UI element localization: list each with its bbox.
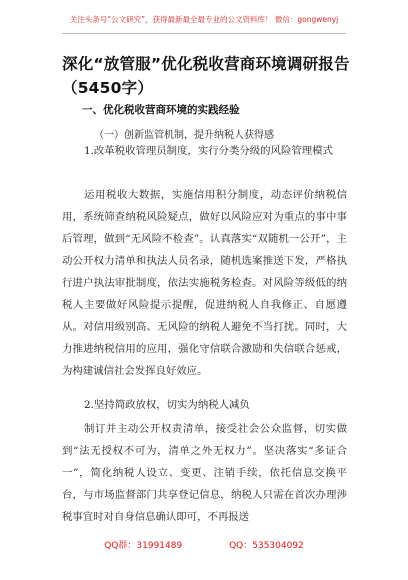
paragraph-2: 运用税收大数据，实施信用积分制度，动态评价纳税信用，系统筛查纳税风险疑点，做好以风险应对为重点的事中事后管理，做到“无风险不检查”。认真落实“双随机一公开”，主动公开权力清单和执法人员名录，随机选案推送下发，严格执行进户执法审批制度，依法实施税务检查。对风险等级低的纳税人主要做好风险提示提醒，促进纳税人自我修正、自愿遵从。对信用级别高、无风险的纳税人避免不当打扰。同时，大力推进纳税信用的应用，强化守信联合激励和失信联合惩戒，为构建诚信社会发挥良好效应。 [62,189,347,377]
footer-qq: QQ：535304092 [229,541,304,551]
page-header [0,0,408,46]
section-heading: 一、优化税收营商环境的实践经验 [82,104,240,116]
page-footer [0,538,408,554]
subsection-heading: （一）创新监管机制，提升纳税人获得感 [94,130,274,141]
numbered-heading-2: 2.坚持简政放权，切实为纳税人减负 [84,399,250,411]
paragraph-1: 1.改革税收管理员制度，实行分类分级的风险管理模式 [84,145,333,157]
header-divider [62,33,346,34]
header-banner: 关注头条号“公文研究”，获得最新最全最专业的公文资料库！ 微信：gongwenyj [69,15,339,24]
footer-qq-group: QQ群：31991489 [104,541,183,551]
document-title: 深化“放管服”优化税收营商环境调研报告（5450字） [62,55,350,97]
paragraph-3: 制订并主动公开权责清单，接受社会公众监督，切实做到“法无授权不可为，清单之外无权力”。坚决落实“多证合一”，简化纳税人设立、变更、注销手续，依托信息交换平台，与市场监督部门共享登记信息，纳税人只需在首次办理涉税事宜时对自身信息确认即可，不再报送 [62,423,347,523]
